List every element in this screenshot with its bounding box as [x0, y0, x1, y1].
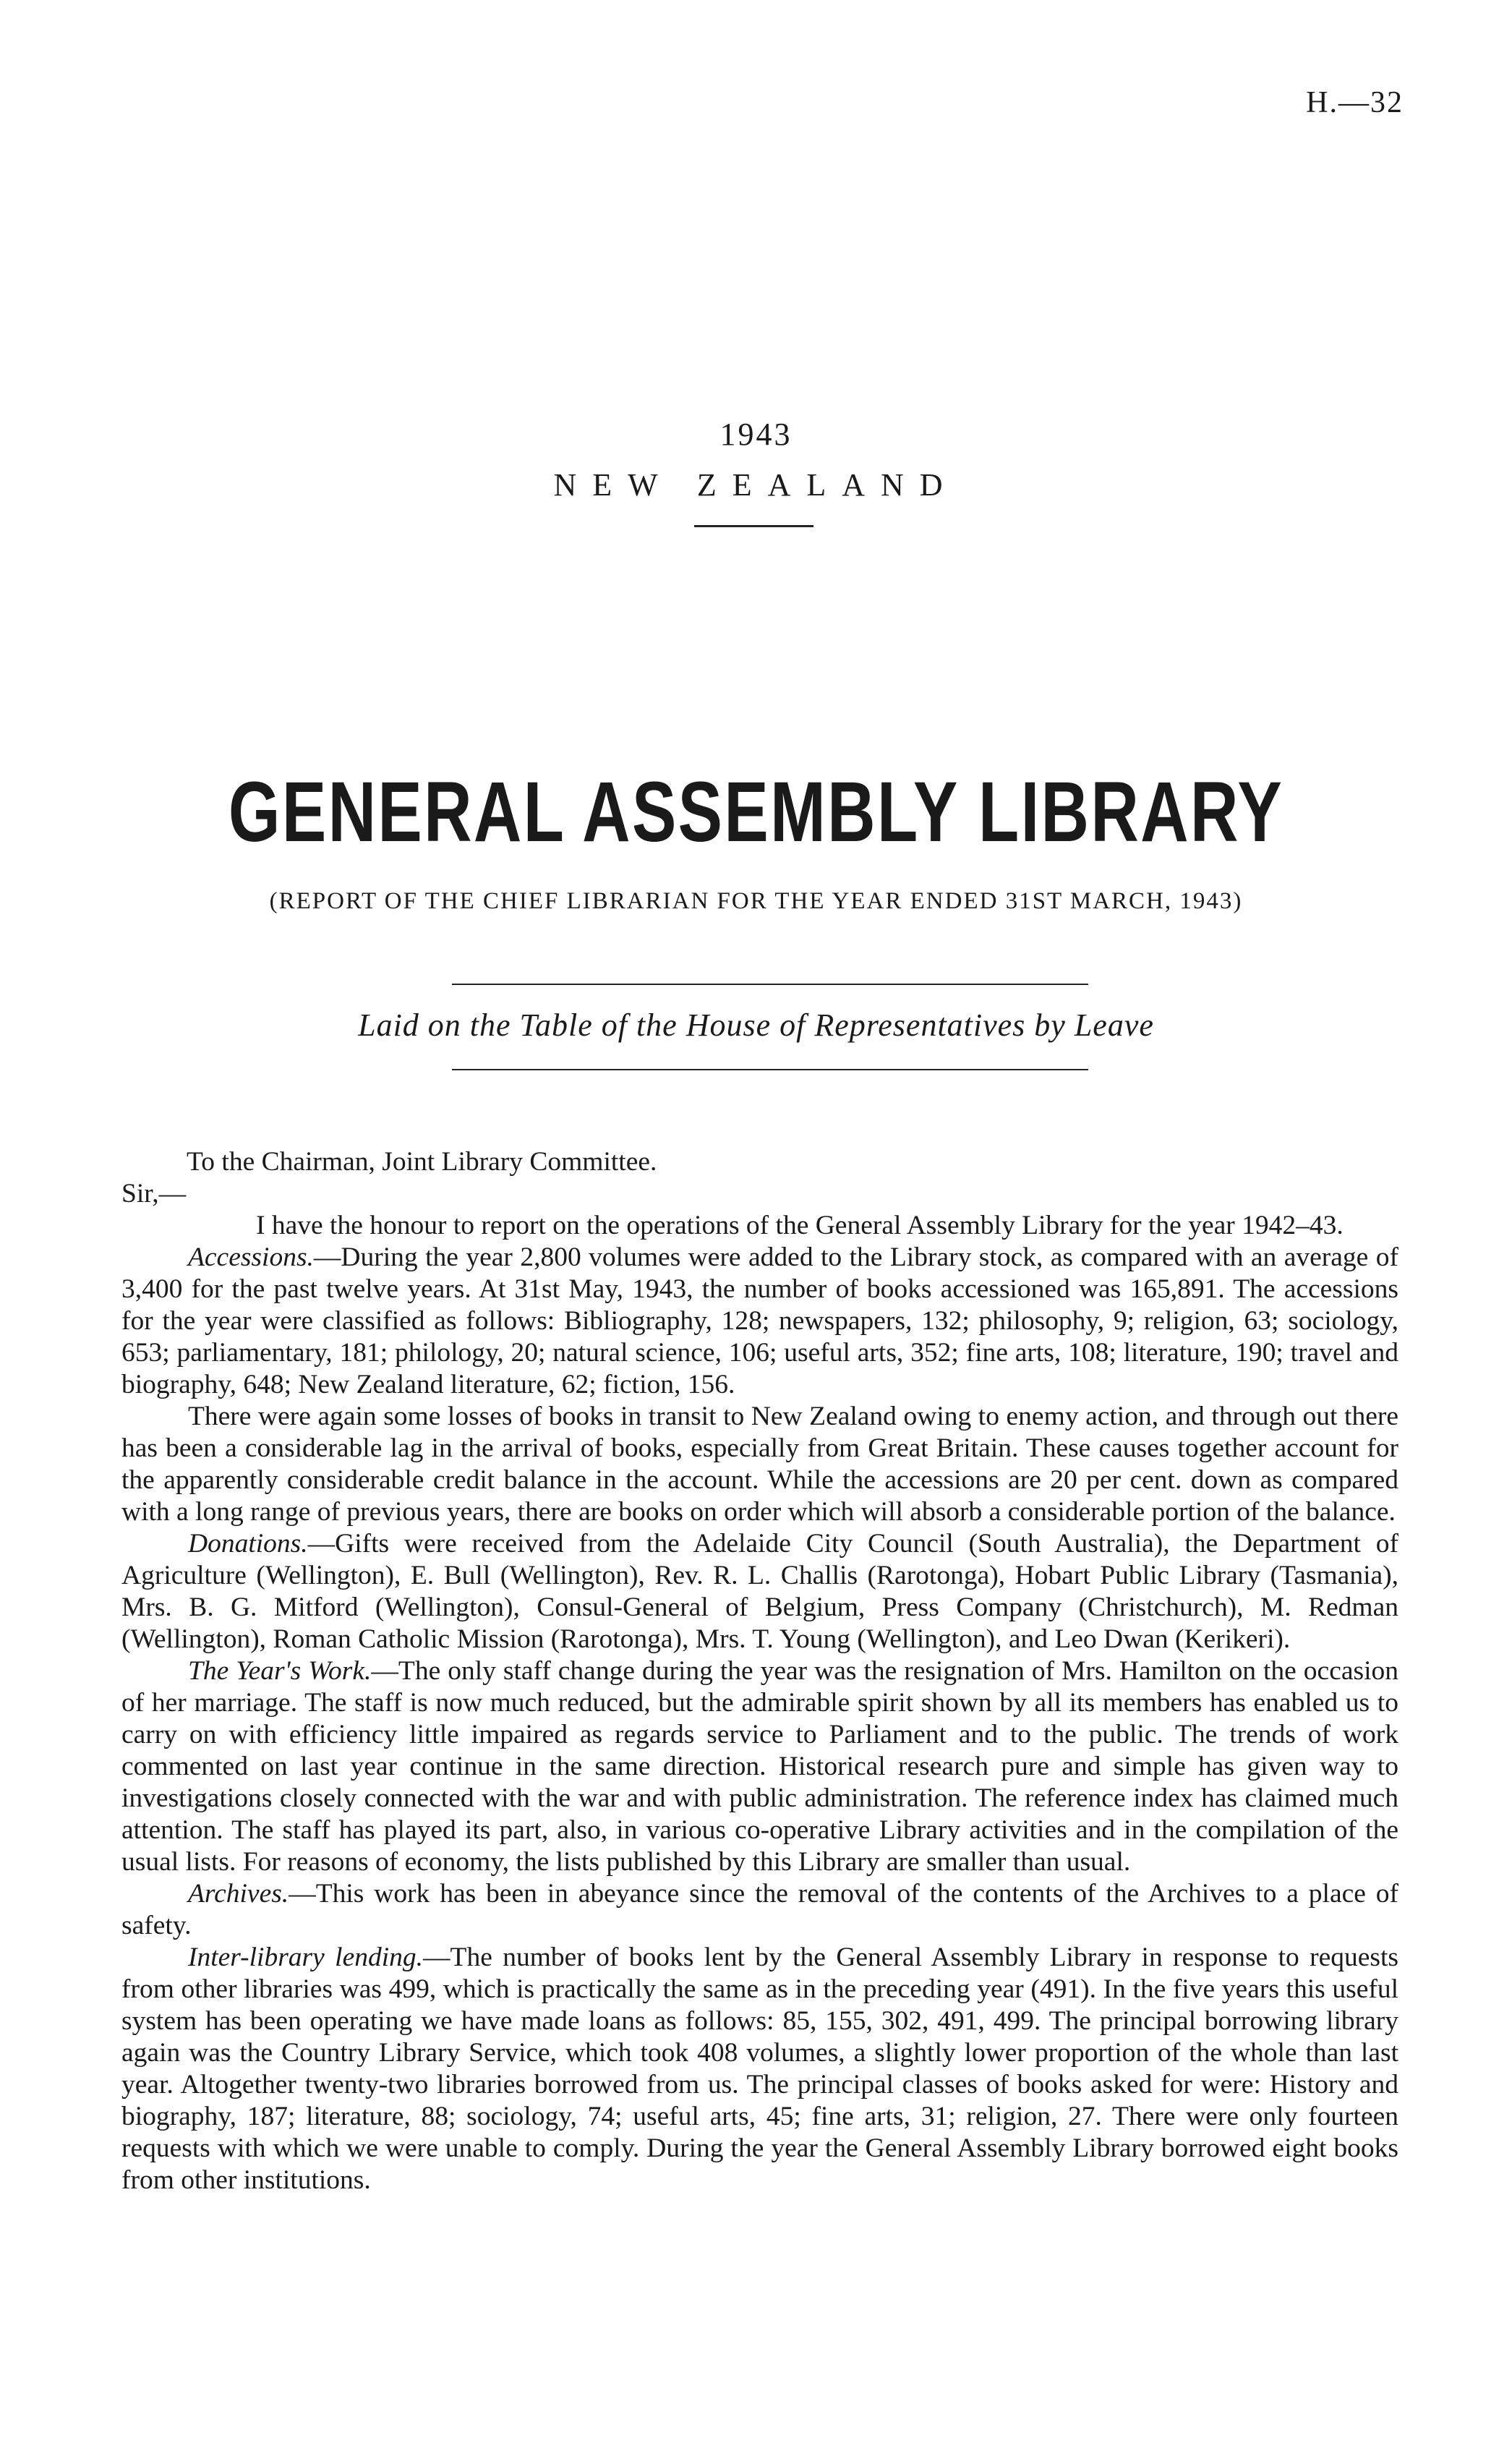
report-year: 1943 [719, 417, 793, 452]
inter-library-heading: Inter-library lending. [188, 1943, 424, 1972]
page-title: GENERAL ASSEMBLY LIBRARY [228, 764, 1284, 860]
archives-paragraph [121, 1878, 1398, 1942]
accessions-text: —During the year 2,800 volumes were added to the Library stock, as compared with an average of 3,400 for the past twelve years. At 31st May, 1943, the number of books accessioned was 165,891. The accessions for the year were classified as follows: Bibliography, 128; newspapers, 132; philosophy, 9; religion, 63; sociology, 653; parliamentary, 181; philology, 20; natural science, 106; useful arts, 352; fine arts, 108; literature, 190; travel and biography, 648; New Zealand literature, 62; fiction, 156. [121, 1242, 1398, 1399]
accessions-paragraph [121, 1242, 1398, 1401]
archives-text: —This work has been in abeyance since the removal of the contents of the Archives to a place of safety. [121, 1879, 1398, 1940]
laid-on-table-note: Laid on the Table of the House of Representatives by Leave [358, 1007, 1154, 1043]
opening-paragraph: I have the honour to report on the operations of the General Assembly Library for the year 1942–43. [256, 1211, 1344, 1240]
salutation: To the Chairman, Joint Library Committee. [187, 1147, 657, 1177]
years-work-text: —The only staff change during the year was the resignation of Mrs. Hamilton on the occasion of her marriage. The staff is now much reduced, but the admirable spirit shown by all its members has enabled us to carry on with efficiency little impaired as regards service to Parliament and to the public. The trends of work commented on last year continue in the same direction. Historical research pure and simple has given way to investigations closely connected with the war and with public administration. The reference index has claimed much attention. The staff has played its part, also, in various co-operative Library activities and in the compilation of the usual lists. For reasons of economy, the lists published by this Library are smaller than usual. [121, 1656, 1398, 1877]
accessions-heading: Accessions. [188, 1242, 314, 1272]
country-heading: NEW ZEALAND [553, 467, 959, 503]
inter-library-paragraph [121, 1942, 1398, 2196]
years-work-paragraph [121, 1655, 1398, 1878]
donations-text: —Gifts were received from the Adelaide City Council (South Australia), the Department of Agriculture (Wellington), E. Bull (Wellington), Rev. R. L. Challis (Rarotonga), Hobart Public Library (Tasmania), Mrs. B. G. Mitford (Wellington), Consul-General of Belgium, Press Company (Christchurch), M. Redman (Wellington), Roman Catholic Mission (Rarotonga), Mrs. T. Young (Wellington), and Leo Dwan (Kerikeri). [121, 1529, 1398, 1654]
page-reference: H.—32 [1306, 86, 1404, 119]
losses-paragraph: There were again some losses of books in transit to New Zealand owing to enemy action, and through out there has been a considerable lag in the arrival of books, especially from Great Britain. These causes together account for the apparently considerable credit balance in the account. While the accessions are 20 per cent. down as compared with a long range of previous years, there are books on order which will absorb a considerable portion of the balance. [121, 1402, 1398, 1527]
donations-heading: Donations. [188, 1529, 308, 1559]
report-subtitle: (REPORT OF THE CHIEF LIBRARIAN FOR THE YEAR ENDED 31ST MARCH, 1943) [269, 888, 1243, 914]
years-work-heading: The Year's Work. [188, 1656, 372, 1686]
divider-rule [452, 984, 1088, 985]
report-body [121, 1146, 1398, 2196]
divider-rule [694, 525, 813, 527]
inter-library-text: —The number of books lent by the General Assembly Library in response to requests from other libraries was 499, which is practically the same as in the preceding year (491). In the five years this useful system has been operating we have made loans as follows: 85, 155, 302, 491, 499. The principal borrowing library again was the Country Library Service, which took 408 volumes, a slightly lower proportion of the whole than last year. Altogether twenty-two libraries borrowed from us. The principal classes of books asked for were: History and biography, 187; literature, 88; sociology, 74; useful arts, 45; fine arts, 31; religion, 27. There were only fourteen requests with which we were unable to comply. During the year the General Assembly Library borrowed eight books from other institutions. [121, 1943, 1398, 2195]
divider-rule [452, 1069, 1088, 1070]
sir-greeting: Sir,— [121, 1179, 187, 1208]
archives-heading: Archives. [188, 1879, 289, 1909]
donations-paragraph [121, 1528, 1398, 1655]
